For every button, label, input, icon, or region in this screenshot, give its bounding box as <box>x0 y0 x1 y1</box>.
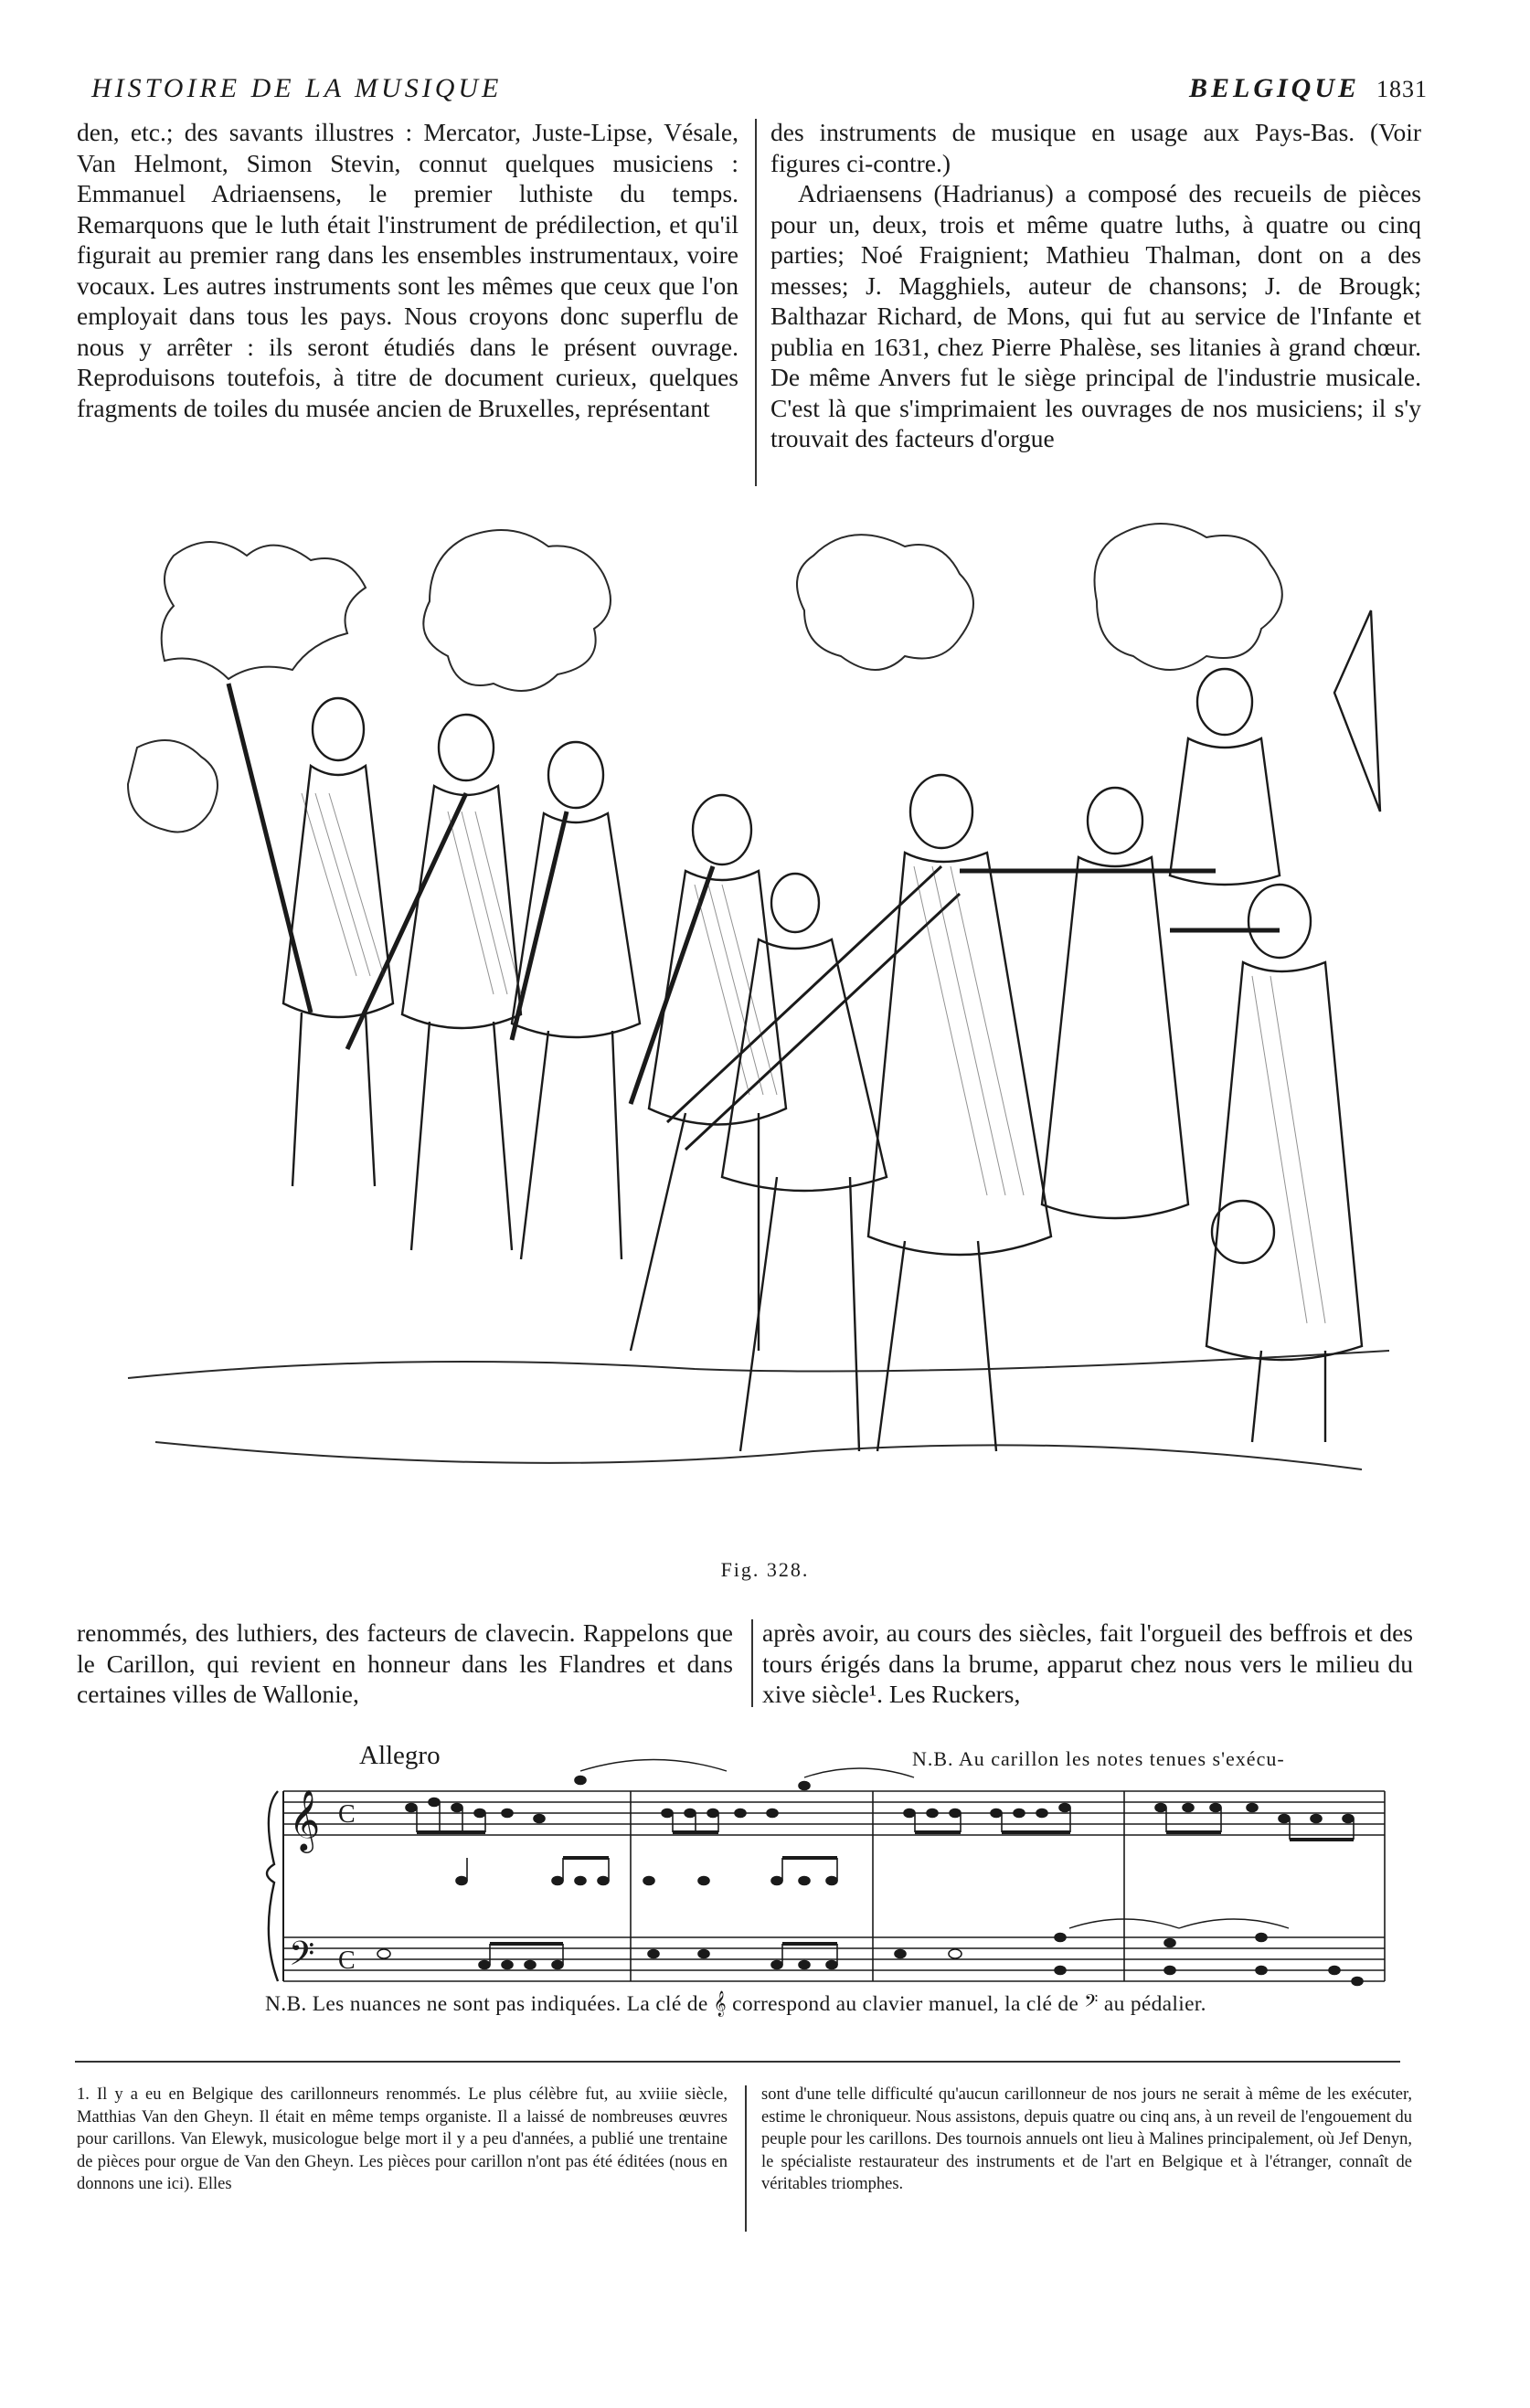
column-divider-middle <box>751 1619 753 1707</box>
column-divider-top <box>755 119 757 486</box>
running-header-section <box>1189 73 1428 104</box>
footnote-left-text: 1. Il y a eu en Belgique des carillonneurs renommés. Le plus célèbre fut, au xviiie siècle, Matthias Van den Gheyn. Il était en même temps organiste. Il a laissé de nombreuses œuvres pour carillons. Van Elewyk, musicologue belge mort il y a peu d'années, a publié une trentaine de pièces pour orgue de Van den Gheyn. Les pièces pour carillon n'ont pas été éditées (nous en donnons une ici). Elles <box>77 2085 728 2193</box>
middle-right-paragraph: après avoir, au cours des siècles, fait l'orgueil des beffrois et des tours érigés dans la brume, apparut chez nous vers le milieu du xive siècle¹. Les Ruckers, <box>762 1618 1413 1708</box>
top-right-paragraph-2: Adriaensens (Hadrianus) a composé des recueils de pièces pour un, deux, trois et même quatre luths, à quatre ou cinq parties; Noé Fraignient; Mathieu Thalman, dont on a des messes; J. Magghiels, auteur de chansons; J. de Brougk; Balthazar Richard, de Mons, qui fut au service de l'Infante et publia en 1631, chez Pierre Phalèse, ses litanies à grand chœur. De même Anvers fut le siège principal de l'industrie musicale. C'est là que s'imprimaient les ouvrages de nos musiciens; il s'y trouvait des facteurs d'orgue <box>770 179 1421 452</box>
footnote-right-text: sont d'une telle difficulté qu'aucun carillonneur de nos jours ne serait à même de les exécuter, estime le chroniqueur. Nous assistons, depuis quatre ou cinq ans, à un reveil de l'engouement du peuple pour les carillons. Des tournois annuels ont lieu à Malines principalement, où Jef Denyn, le spécialiste restaurateur des instruments et de l'art en Belgique et à l'étranger, connaît de véritables triomphes. <box>761 2085 1412 2193</box>
footnote-right-column <box>761 2084 1412 2196</box>
svg-text:𝄢: 𝄢 <box>289 1935 315 1981</box>
middle-left-paragraph: renommés, des luthiers, des facteurs de clavecin. Rappelons que le Carillon, qui revient en honneur dans les Flandres et dans certaines villes de Wallonie, <box>77 1618 733 1708</box>
middle-right-column <box>762 1618 1413 1710</box>
figure-caption: Fig. 328. <box>720 1558 810 1581</box>
time-signature-treble: C <box>338 1800 356 1829</box>
section-title: BELGIQUE <box>1188 73 1360 103</box>
carillon-note-top: N.B. Au carillon les notes tenues s'exécu- <box>912 1747 1285 1770</box>
music-score <box>265 1741 1398 2006</box>
time-signature-bass: C <box>338 1947 356 1975</box>
page-number: 1831 <box>1376 76 1428 102</box>
top-left-paragraph: den, etc.; des savants illustres : Mercator, Juste-Lipse, Vésale, Van Helmont, Simon Stevin, connut quelques musiciens : Emmanuel Adriaensens, le premier luthiste du temps. Remarquons que le luth était l'instrument de prédilection, et qu'il figurait au premier rang dans les ensembles instrumentaux, voire vocaux. Les autres instruments sont les mêmes que ceux que l'on employait dans tous les pays. Nous croyons donc superflu de nous y arrêter : ils seront étudiés dans le présent ouvrage. Reproduisons toutefois, à titre de document curieux, quelques fragments de toiles du musée ancien de Bruxelles, représentant <box>77 118 738 422</box>
notation-note-bottom: N.B. Les nuances ne sont pas indiquées. La clé de 𝄞 correspond au clavier manuel, la clé de 𝄢 au pédalier. <box>265 1992 1206 2016</box>
running-header-title: HISTOIRE DE LA MUSIQUE <box>91 73 503 103</box>
footnote-column-divider <box>745 2085 747 2232</box>
top-right-column <box>770 117 1421 454</box>
top-left-column <box>77 117 738 423</box>
svg-text:𝄞: 𝄞 <box>289 1788 321 1851</box>
engraving-musicians-figure <box>119 519 1398 1552</box>
tempo-marking: Allegro <box>359 1741 441 1770</box>
top-right-paragraph-1: des instruments de musique en usage aux Pays-Bas. (Voir figures ci-contre.) <box>770 118 1421 177</box>
footnote-left-column <box>77 2084 728 2196</box>
footnote-separator <box>75 2061 1400 2063</box>
middle-left-column <box>77 1618 733 1710</box>
